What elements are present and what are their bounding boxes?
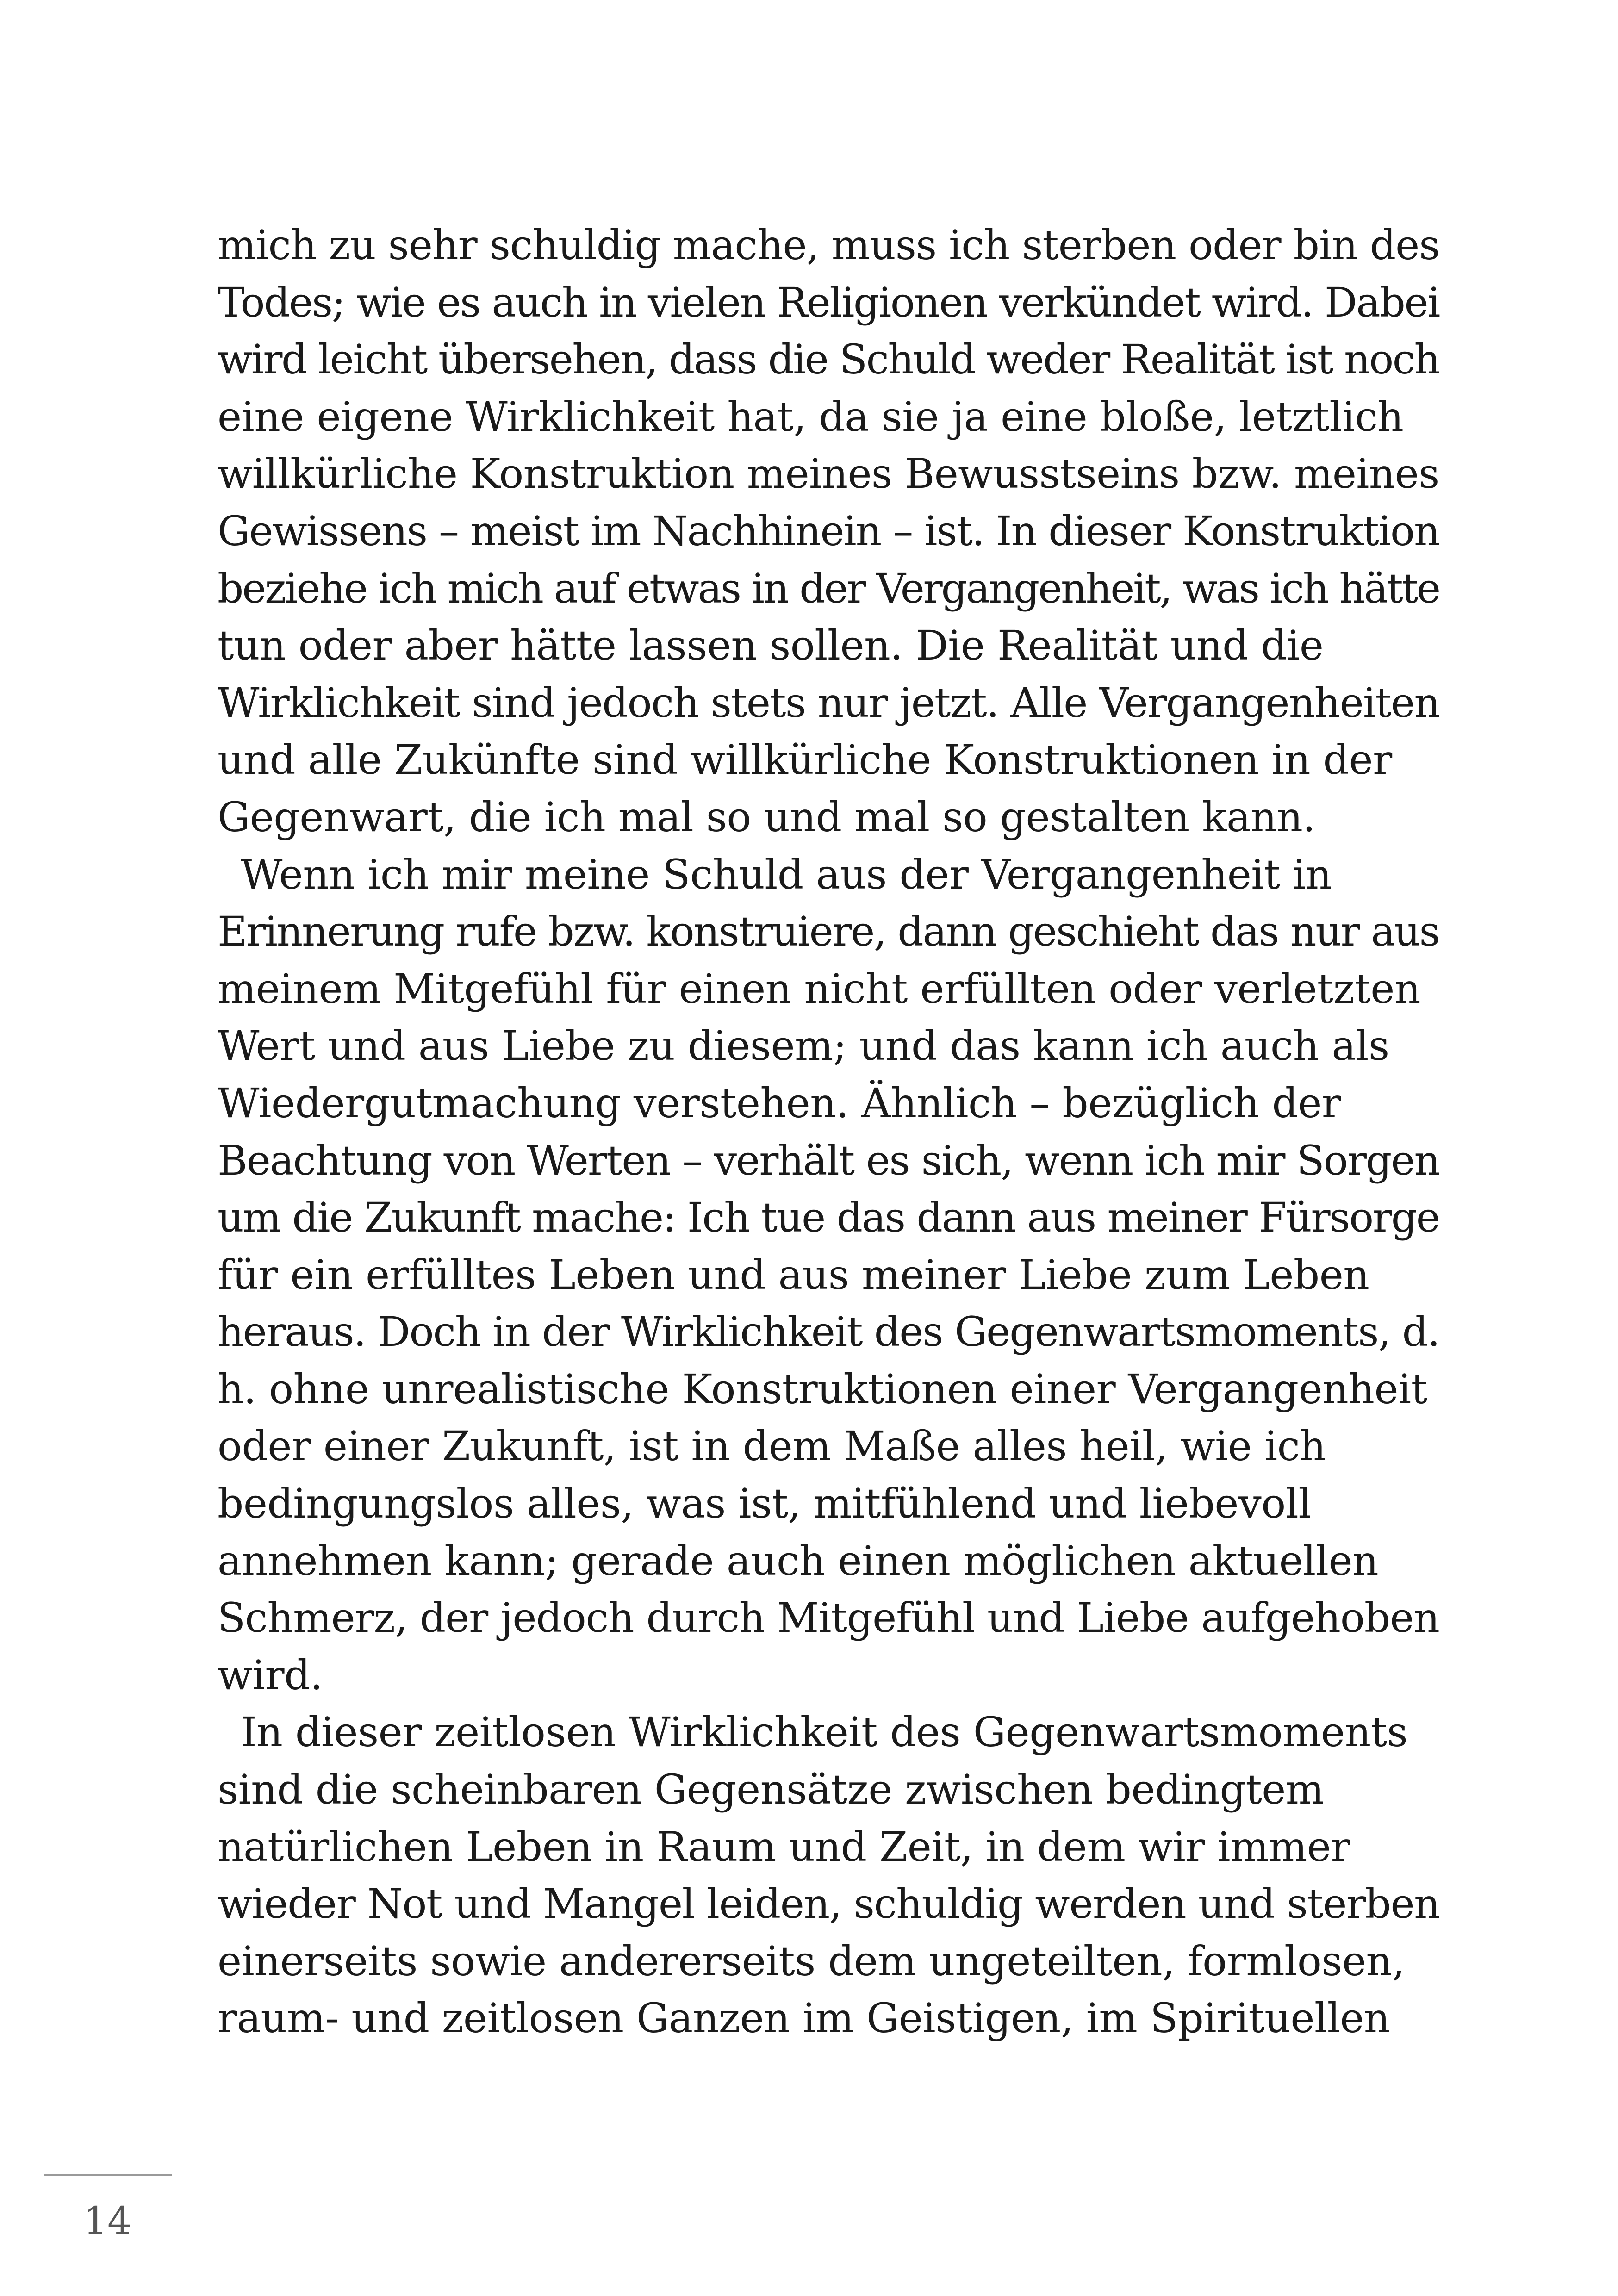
text-line: wieder Not und Mangel leiden, schuldig werden und sterben bbox=[218, 1880, 1440, 1928]
footer-rule bbox=[44, 2174, 172, 2176]
text-line: sind die scheinbaren Gegensätze zwischen bedingtem bbox=[218, 1766, 1324, 1814]
text-line: wird leicht übersehen, dass die Schuld weder Realität ist noch bbox=[218, 336, 1439, 384]
text-line: Wirklichkeit sind jedoch stets nur jetzt. Alle Vergangenheiten bbox=[218, 678, 1440, 727]
text-line: und alle Zukünfte sind willkürliche Konstruktionen in der bbox=[218, 736, 1392, 784]
text-line: Wert und aus Liebe zu diesem; und das kann ich auch als bbox=[218, 1022, 1389, 1070]
text-line: Schmerz, der jedoch durch Mitgefühl und Liebe aufgehoben bbox=[218, 1594, 1439, 1642]
text-line: In dieser zeitlosen Wirklichkeit des Gegenwartsmoments bbox=[241, 1708, 1408, 1756]
text-line: um die Zukunft mache: Ich tue das dann aus meiner Fürsorge bbox=[218, 1194, 1439, 1242]
text-line: bedingungslos alles, was ist, mitfühlend und liebevoll bbox=[218, 1480, 1311, 1528]
text-line: mich zu sehr schuldig mache, muss ich sterben oder bin des bbox=[218, 221, 1440, 269]
text-line: für ein erfülltes Leben und aus meiner Liebe zum Leben bbox=[218, 1251, 1369, 1299]
text-line: heraus. Doch in der Wirklichkeit des Gegenwartsmoments, d. bbox=[218, 1308, 1440, 1356]
text-line: Todes; wie es auch in vielen Religionen verkündet wird. Dabei bbox=[218, 278, 1440, 326]
text-line: natürlichen Leben in Raum und Zeit, in dem wir immer bbox=[218, 1823, 1350, 1871]
page-number: 14 bbox=[83, 2199, 132, 2243]
text-line: wird. bbox=[218, 1651, 323, 1699]
text-line: eine eigene Wirklichkeit hat, da sie ja eine bloße, letztlich bbox=[218, 392, 1404, 441]
text-line: Gegenwart, die ich mal so und mal so gestalten kann. bbox=[218, 793, 1315, 841]
text-line: einerseits sowie andererseits dem ungeteilten, formlosen, bbox=[218, 1937, 1405, 1985]
text-line: Wiedergutmachung verstehen. Ähnlich – bezüglich der bbox=[218, 1079, 1341, 1127]
text-line: willkürliche Konstruktion meines Bewusstseins bzw. meines bbox=[218, 450, 1439, 498]
text-line: beziehe ich mich auf etwas in der Vergangenheit, was ich hätte bbox=[218, 564, 1439, 612]
text-line: annehmen kann; gerade auch einen möglichen aktuellen bbox=[218, 1537, 1379, 1585]
text-line: tun oder aber hätte lassen sollen. Die Realität und die bbox=[218, 622, 1324, 670]
text-line: Gewissens – meist im Nachhinein – ist. In dieser Konstruktion bbox=[218, 507, 1439, 555]
text-line: raum- und zeitlosen Ganzen im Geistigen, im Spirituellen bbox=[218, 1994, 1390, 2042]
body-text bbox=[218, 217, 1439, 2047]
text-line: Beachtung von Werten – verhält es sich, wenn ich mir Sorgen bbox=[218, 1136, 1440, 1184]
text-line: Erinnerung rufe bzw. konstruiere, dann geschieht das nur aus bbox=[218, 908, 1439, 956]
text-line: meinem Mitgefühl für einen nicht erfüllten oder verletzten bbox=[218, 964, 1421, 1013]
text-line: Wenn ich mir meine Schuld aus der Vergangenheit in bbox=[241, 850, 1332, 898]
text-line: h. ohne unrealistische Konstruktionen einer Vergangenheit bbox=[218, 1365, 1427, 1413]
text-line: oder einer Zukunft, ist in dem Maße alles heil, wie ich bbox=[218, 1422, 1326, 1470]
